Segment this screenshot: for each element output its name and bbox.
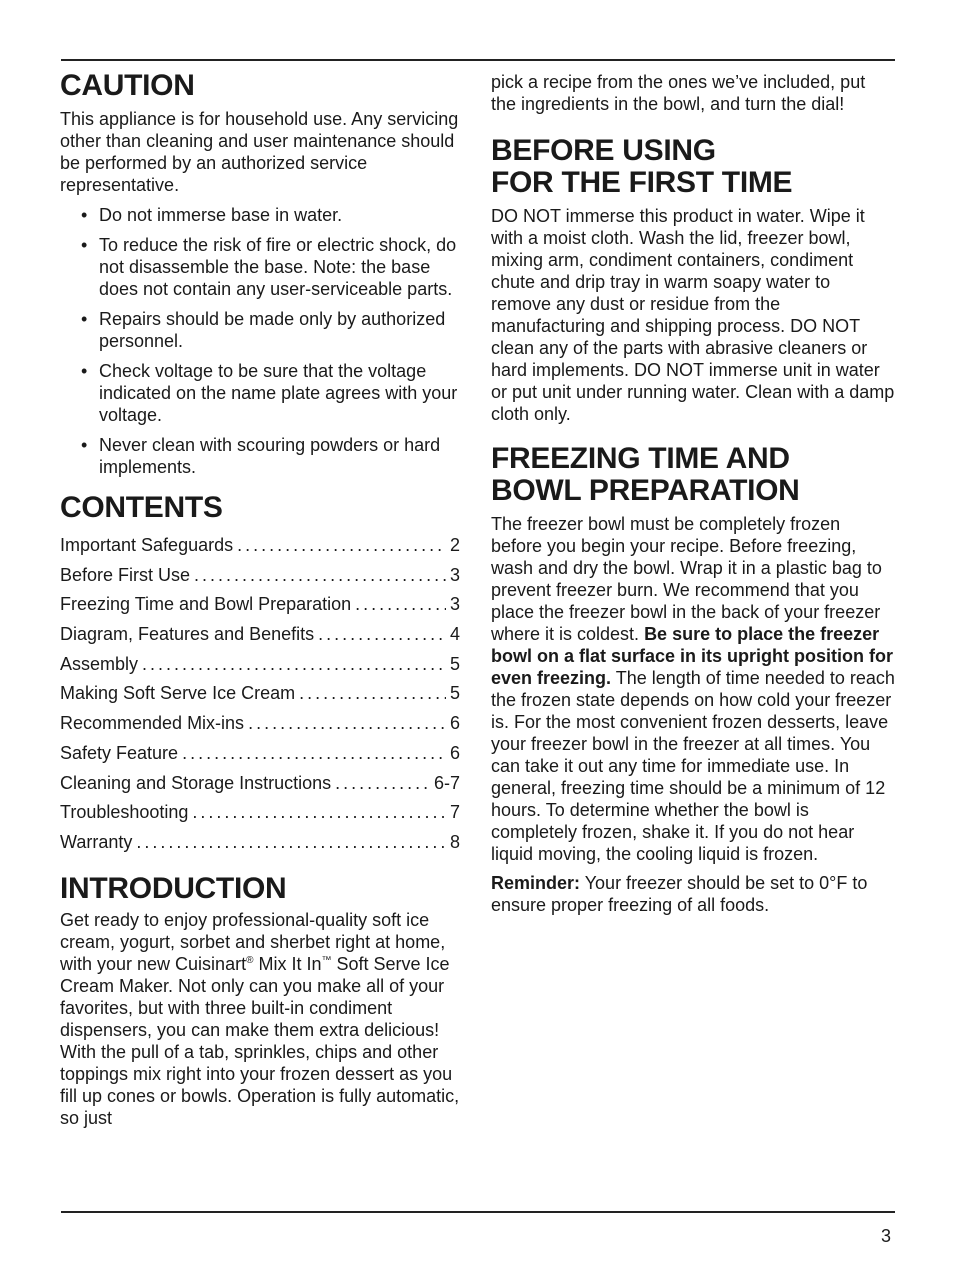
- toc-title: Making Soft Serve Ice Cream: [60, 683, 296, 704]
- toc-title: Troubleshooting: [60, 802, 189, 823]
- toc-title: Cleaning and Storage Instructions: [60, 772, 332, 793]
- caution-list: [60, 204, 460, 478]
- top-rule: [61, 59, 895, 61]
- heading-line: FOR THE FIRST TIME: [491, 166, 793, 199]
- toc-leader: [192, 801, 446, 823]
- toc-title: Warranty: [60, 831, 133, 852]
- toc-page: 8: [449, 831, 460, 852]
- toc-title: Recommended Mix-ins: [60, 713, 245, 734]
- caution-heading: CAUTION: [60, 69, 195, 102]
- freezing-text: The length of time needed to reach the frozen state depends on how cold your freezer is. For the most convenient frozen desserts, leave your freezer bowl in the freezer at all times. You can take it out any time for immediate use. In general, freezing time should be a minimum of 12 hours. To determine whether the bowl is completely frozen, shake it. If you do not hear liquid moving, the cooling liquid is frozen.: [491, 668, 895, 864]
- reminder-label: Reminder:: [491, 873, 581, 893]
- toc-entry: [60, 772, 460, 802]
- toc-entry: [60, 712, 460, 742]
- toc-page: 6: [449, 742, 460, 763]
- toc-page: 3: [449, 594, 460, 615]
- caution-bullet: • Do not immerse base in water.: [60, 204, 460, 226]
- freezing-body: [491, 513, 895, 865]
- toc-entry: [60, 742, 460, 772]
- freezing-text: The freezer bowl must be completely frozen before you begin your recipe. Before freezing, wash and dry the bowl. Wrap it in a plastic bag to prevent freezer burn. We recommend that you place the freezer bowl in the back of your freezer where it is coldest.: [491, 514, 882, 644]
- toc-leader: [194, 564, 446, 586]
- reminder: [491, 872, 895, 916]
- introduction-continuation: pick a recipe from the ones we’ve included, put the ingredients in the bowl, and turn the dial!: [491, 72, 866, 114]
- toc-page: 3: [449, 564, 460, 585]
- toc-entry: [60, 682, 460, 712]
- table-of-contents: [60, 534, 460, 861]
- toc-entry: [60, 801, 460, 831]
- toc-entry: [60, 623, 460, 653]
- toc-page: 5: [449, 683, 460, 704]
- toc-entry: [60, 593, 460, 623]
- toc-page: 4: [449, 624, 460, 645]
- toc-leader: [248, 712, 446, 734]
- caution-bullet: • Check voltage to be sure that the voltage indicated on the name plate agrees with your voltage.: [60, 360, 460, 426]
- toc-page: 7: [449, 802, 460, 823]
- toc-entry: [60, 831, 460, 861]
- heading-line: FREEZING TIME AND: [491, 442, 790, 475]
- contents-heading: CONTENTS: [60, 491, 223, 524]
- freezing-emphasis: Be sure to place the freezer bowl on a flat surface in its upright position for even freezing.: [491, 624, 894, 688]
- reminder-text: Your freezer should be set to 0°F to ensure proper freezing of all foods.: [491, 873, 868, 915]
- toc-title: Safety Feature: [60, 742, 179, 763]
- introduction-heading: INTRODUCTION: [60, 871, 287, 905]
- toc-leader: [299, 682, 446, 704]
- introduction-body: [60, 909, 460, 1129]
- toc-page: 5: [449, 653, 460, 674]
- toc-entry: [60, 653, 460, 683]
- heading-line: BEFORE USING: [491, 134, 716, 167]
- page-number: 3: [881, 1226, 892, 1246]
- right-column: [491, 66, 895, 916]
- toc-title: Important Safeguards: [60, 535, 234, 555]
- introduction-text: Get ready to enjoy professional-quality soft ice cream, yogurt, sorbet and sherbet right at home, with your new Cuisinart: [60, 909, 446, 974]
- left-column: [60, 66, 460, 1129]
- toc-title: Before First Use: [60, 564, 191, 585]
- toc-leader: [335, 772, 430, 794]
- bottom-rule: [61, 1211, 895, 1213]
- toc-title: Assembly: [60, 653, 139, 674]
- freezing-heading: [491, 443, 895, 507]
- toc-leader: [136, 831, 446, 853]
- heading-line: BOWL PREPARATION: [491, 474, 800, 507]
- toc-page: 6: [449, 713, 460, 734]
- toc-leader: [142, 653, 446, 675]
- toc-entry: [60, 534, 460, 564]
- toc-title: Diagram, Features and Benefits: [60, 624, 315, 645]
- toc-entry: [60, 564, 460, 594]
- registered-mark: ®: [246, 954, 254, 966]
- introduction-text: Soft Serve Ice Cream Maker. Not only can you make all of your favorites, but with three built-in condiment dispensers, you can make them extra delicious! With the pull of a tab, sprinkles, chips and other toppings mix right into your frozen dessert as you fill up cones or bowls. Operation is fully automatic, so just: [60, 953, 460, 1128]
- caution-bullet: • Never clean with scouring powders or hard implements.: [60, 434, 460, 478]
- caution-bullet: • Repairs should be made only by authorized personnel.: [60, 308, 460, 352]
- before-first-use-heading: [491, 135, 895, 199]
- introduction-text: Mix It In: [253, 953, 322, 974]
- trademark-mark: ™: [321, 954, 332, 966]
- toc-leader: [237, 534, 446, 556]
- toc-title: Freezing Time and Bowl Preparation: [60, 594, 352, 615]
- caution-bullet: • To reduce the risk of fire or electric shock, do not disassemble the base. Note: the base does not contain any user-serviceable parts.: [60, 234, 460, 300]
- toc-page: 2: [449, 535, 460, 555]
- toc-leader: [318, 623, 446, 645]
- toc-leader: [355, 593, 446, 615]
- toc-page: 6-7: [433, 772, 460, 793]
- toc-leader: [182, 742, 446, 764]
- before-first-use-body: DO NOT immerse this product in water. Wipe it with a moist cloth. Wash the lid, freezer bowl, mixing arm, condiment containers, condiment chute and drip tray in warm soapy water to remove any dust or residue from the manufacturing and shipping process. DO NOT clean any of the parts with abrasive cleaners or hard implements. DO NOT immerse unit in water or put unit under running water. Clean with a damp cloth only.: [491, 206, 895, 424]
- caution-intro: This appliance is for household use. Any servicing other than cleaning and user maintenance should be performed by an authorized service representative.: [60, 109, 459, 195]
